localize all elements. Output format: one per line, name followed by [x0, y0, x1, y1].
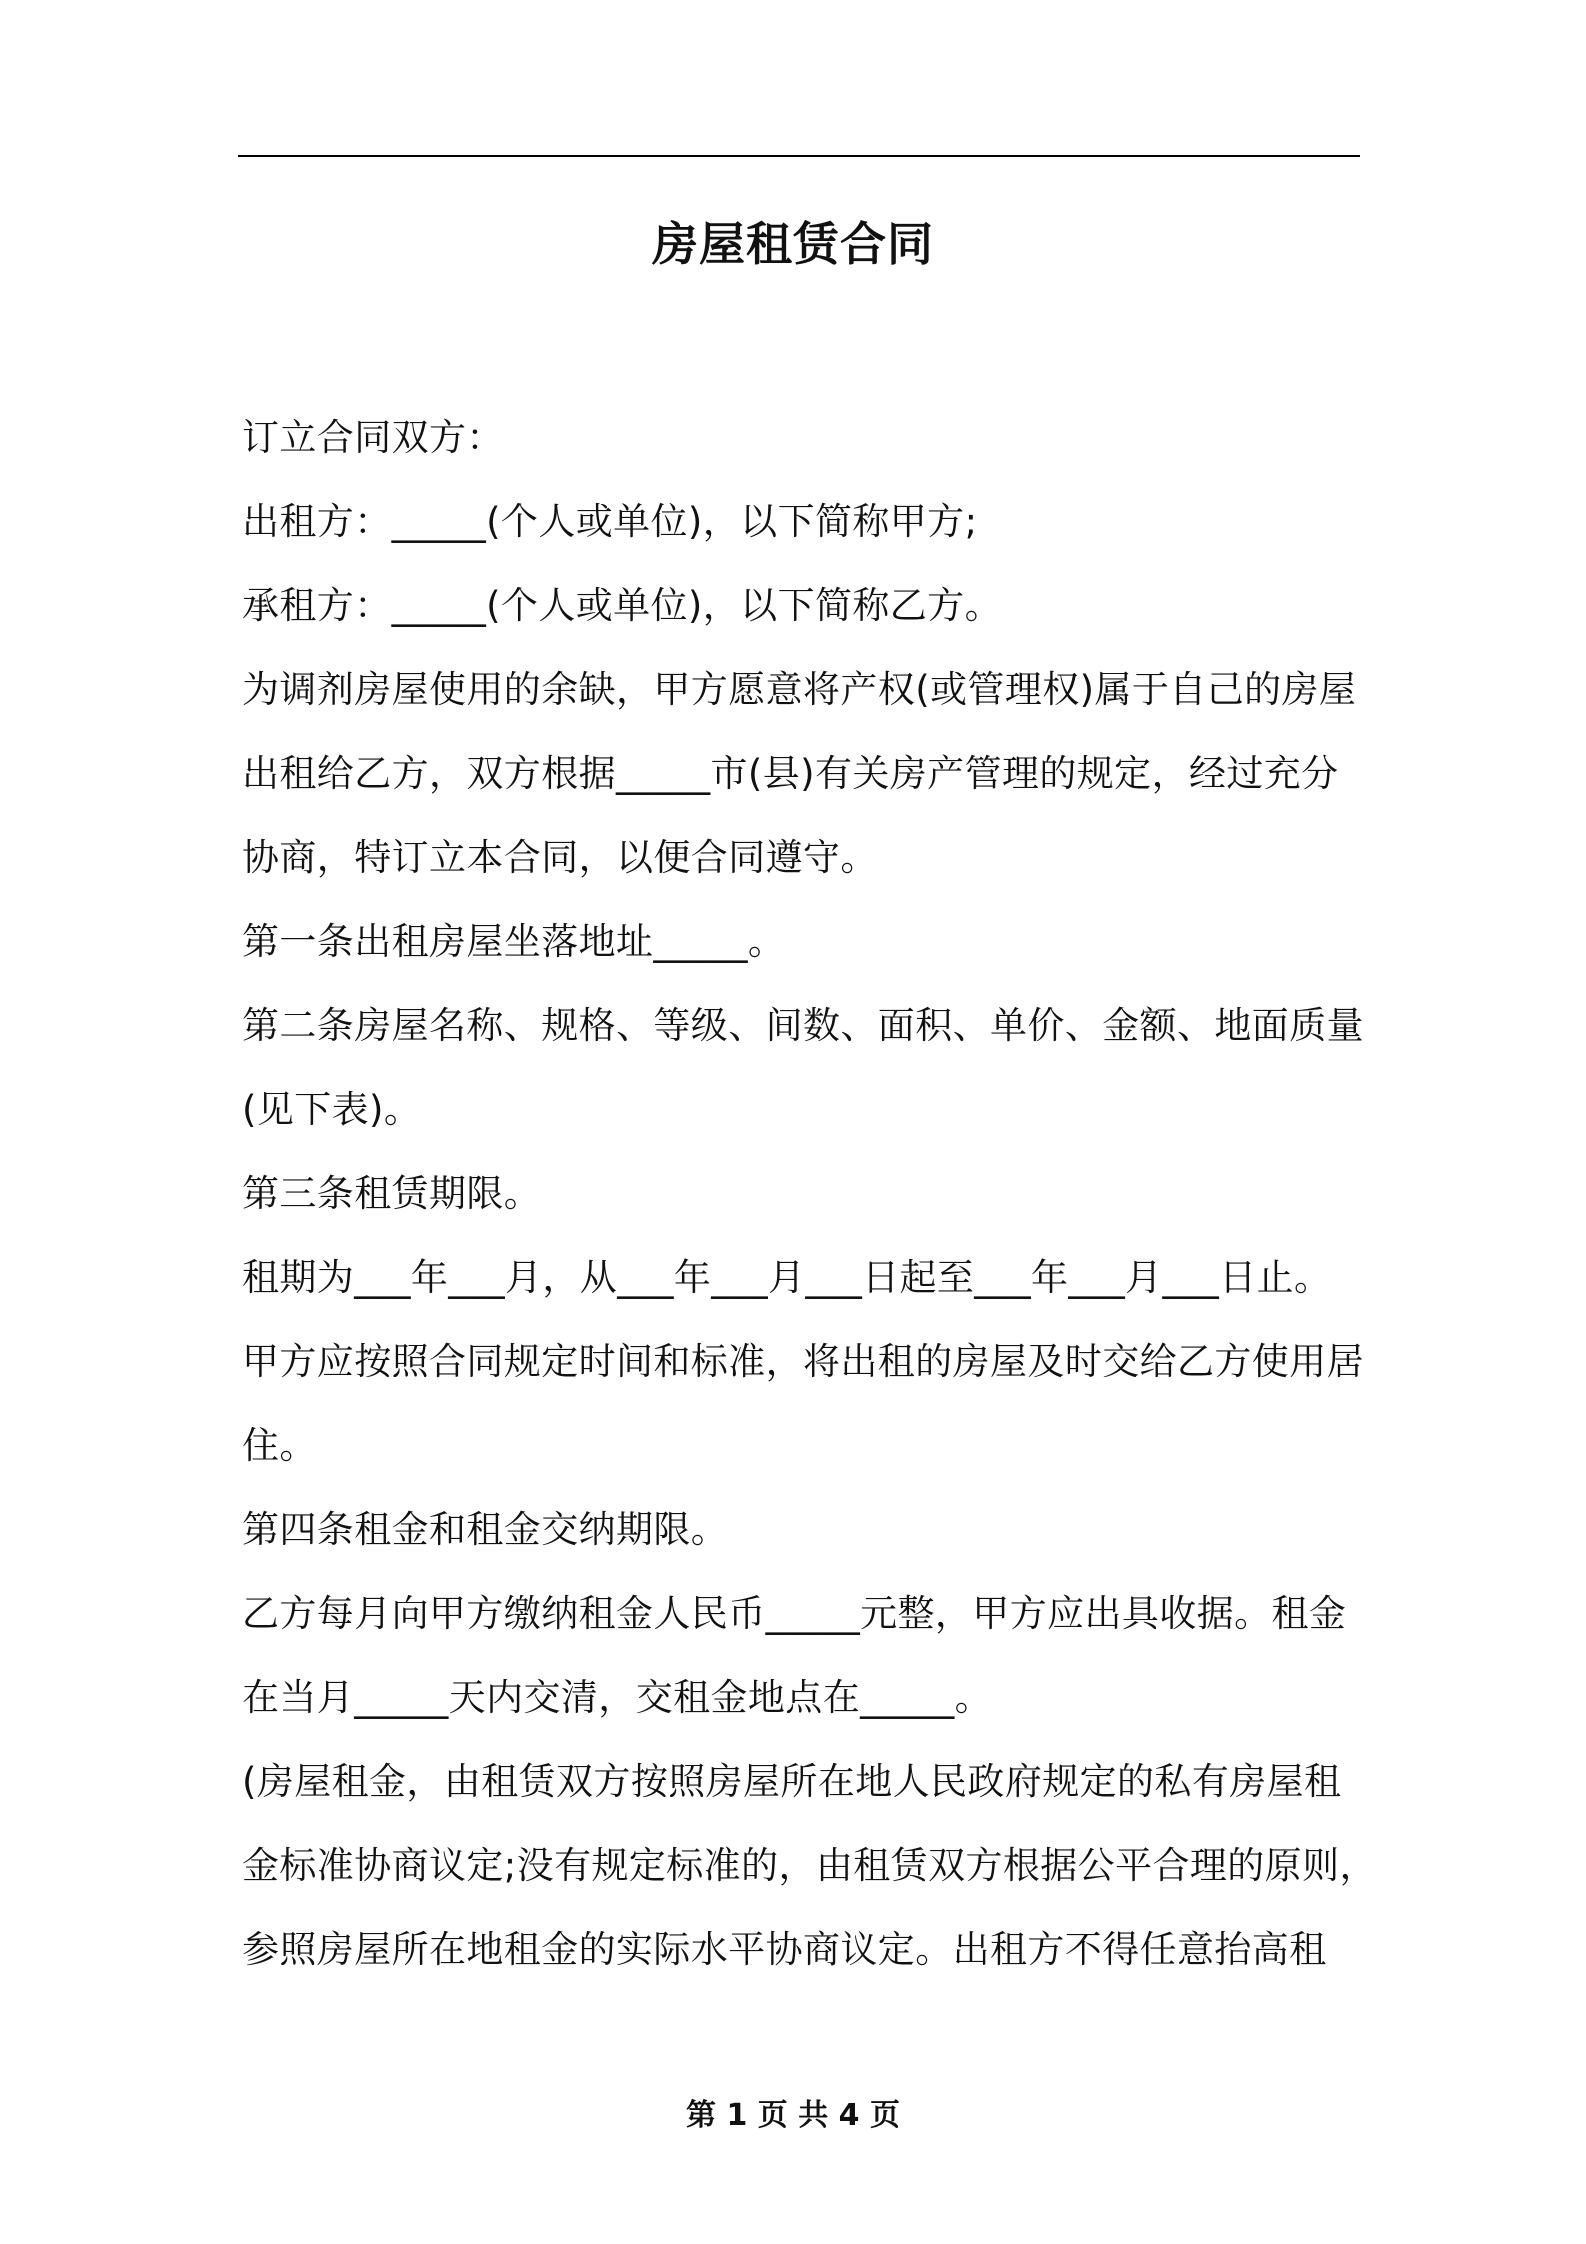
body-line: 在当月_____天内交清，交租金地点在_____。 — [242, 1676, 992, 1719]
body-line: (见下表)。 — [242, 1088, 422, 1131]
body-line: 住。 — [242, 1424, 317, 1467]
header-rule — [238, 155, 1360, 157]
body-line: 甲方应按照合同规定时间和标准，将出租的房屋及时交给乙方使用居 — [242, 1340, 1364, 1383]
body-line: 第二条房屋名称、规格、等级、间数、面积、单价、金额、地面质量 — [242, 1004, 1364, 1047]
body-line: 金标准协商议定;没有规定标准的，由租赁双方根据公平合理的原则， — [242, 1844, 1377, 1887]
body-line: 承租方：_____(个人或单位)，以下简称乙方。 — [242, 584, 1002, 627]
body-line: 第三条租赁期限。 — [242, 1172, 542, 1215]
body-line: 租期为___年___月，从___年___月___日起至___年___月___日止。 — [242, 1256, 1332, 1299]
body-line: 出租给乙方，双方根据_____市(县)有关房产管理的规定，经过充分 — [242, 752, 1339, 795]
document-title: 房屋租赁合同 — [652, 217, 934, 271]
body-line: (房屋租金，由租赁双方按照房屋所在地人民政府规定的私有房屋租 — [242, 1760, 1342, 1803]
body-line: 订立合同双方： — [242, 416, 504, 459]
page-number-footer: 第 1 页 共 4 页 — [686, 2098, 900, 2133]
body-line: 乙方每月向甲方缴纳租金人民币_____元整，甲方应出具收据。租金 — [242, 1592, 1347, 1635]
body-line: 出租方：_____(个人或单位)，以下简称甲方; — [242, 500, 978, 543]
body-line: 第四条租金和租金交纳期限。 — [242, 1508, 729, 1551]
body-line: 协商，特订立本合同，以便合同遵守。 — [242, 836, 878, 879]
body-line: 第一条出租房屋坐落地址_____。 — [242, 920, 786, 963]
body-line: 为调剂房屋使用的余缺，甲方愿意将产权(或管理权)属于自己的房屋 — [242, 668, 1357, 711]
document-body — [242, 410, 1382, 2006]
body-line: 参照房屋所在地租金的实际水平协商议定。出租方不得任意抬高租 — [242, 1928, 1327, 1971]
